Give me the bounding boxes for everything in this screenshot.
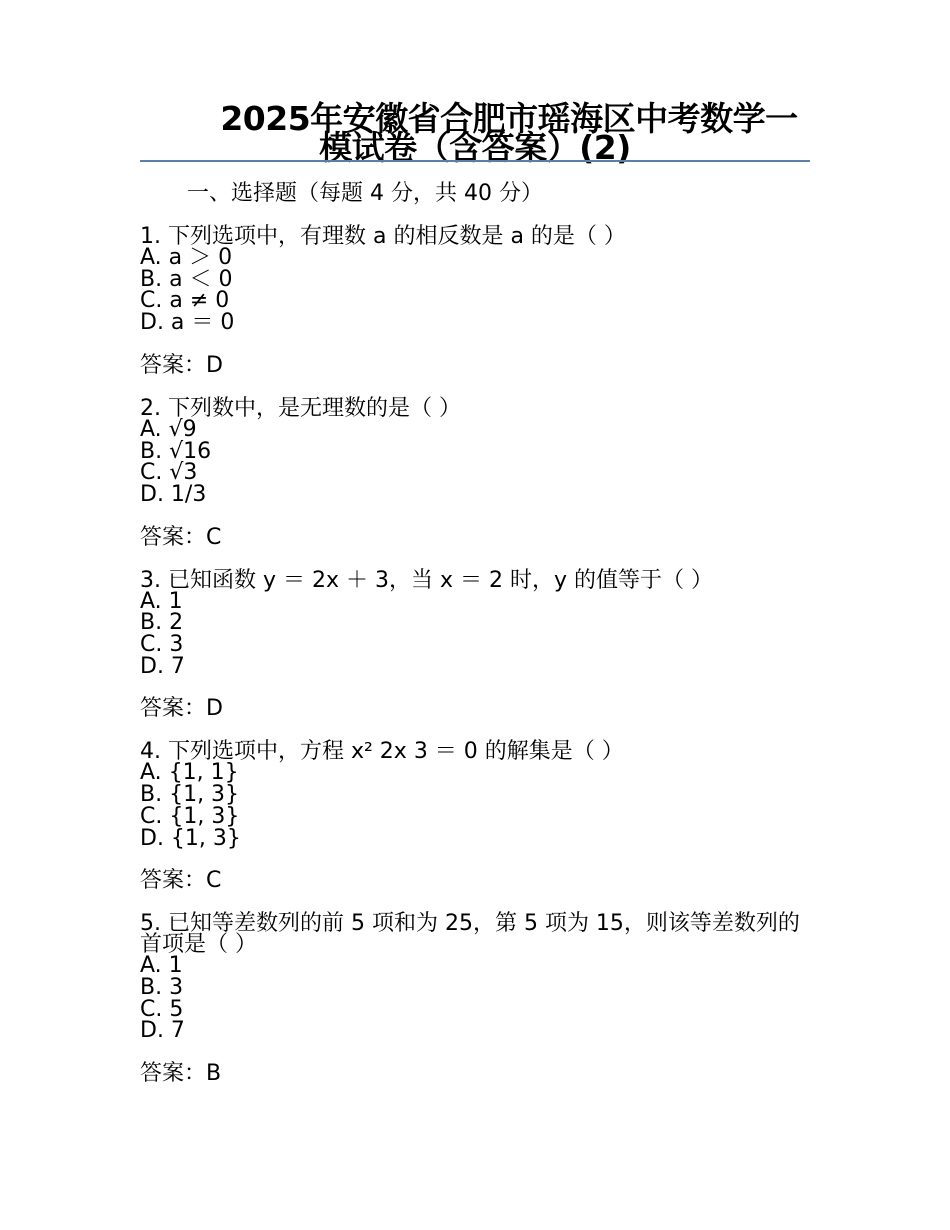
answer-line: 答案：C [140,524,222,550]
answer-line: 答案：D [140,696,223,722]
option-d: D. a ＝ 0 [140,310,235,336]
answer-line: 答案：D [140,352,223,378]
title-divider [140,160,810,162]
title-line-2: 模试卷（含答案）(2) [319,128,631,167]
option-a: A. √9 [140,416,197,442]
document-title [140,99,810,167]
title-line-1: 2025年安徽省合肥市瑶海区中考数学一 [220,99,798,138]
option-d: D. 7 [140,653,185,679]
question-list [140,226,812,1106]
option-c: C. {1, 3} [140,803,240,829]
section-heading: 一、选择题（每题 4 分，共 40 分） [187,181,543,206]
option-d: D. 7 [140,1018,185,1044]
question-3 [140,567,812,722]
option-b: B. {1, 3} [140,782,240,808]
option-b: B. a ＜ 0 [140,266,233,292]
option-c: C. 3 [140,632,184,658]
option-c: C. 5 [140,996,184,1022]
option-c: C. a ≠ 0 [140,288,230,314]
question-stem: 5. 已知等差数列的前 5 项和为 25，第 5 项为 15，则该等差数列的首项是（ ） [140,911,800,958]
option-a: A. 1 [140,953,183,979]
option-a: A. a ＞ 0 [140,245,233,270]
answer-line: 答案：C [140,868,222,894]
option-c: C. √3 [140,460,198,486]
option-b: B. √16 [140,438,212,464]
question-stem: 3. 已知函数 y ＝ 2x ＋ 3，当 x ＝ 2 时，y 的值等于（ ） [140,567,713,593]
option-a: A. {1, 1} [140,760,239,786]
option-a: A. 1 [140,588,183,614]
question-stem: 2. 下列数中，是无理数的是（ ） [140,395,461,421]
question-stem: 4. 下列选项中，方程 x² 2x 3 ＝ 0 的解集是（ ） [140,739,624,765]
option-d: D. {1, 3} [140,825,241,851]
question-stem: 1. 下列选项中，有理数 a 的相反数是 a 的是（ ） [140,224,626,249]
option-d: D. 1/3 [140,481,207,507]
question-1 [140,226,812,377]
option-b: B. 3 [140,974,184,1000]
option-b: B. 2 [140,610,184,636]
question-5 [140,913,812,1085]
answer-line: 答案：B [140,1061,222,1087]
question-4 [140,741,812,892]
question-2 [140,395,812,550]
